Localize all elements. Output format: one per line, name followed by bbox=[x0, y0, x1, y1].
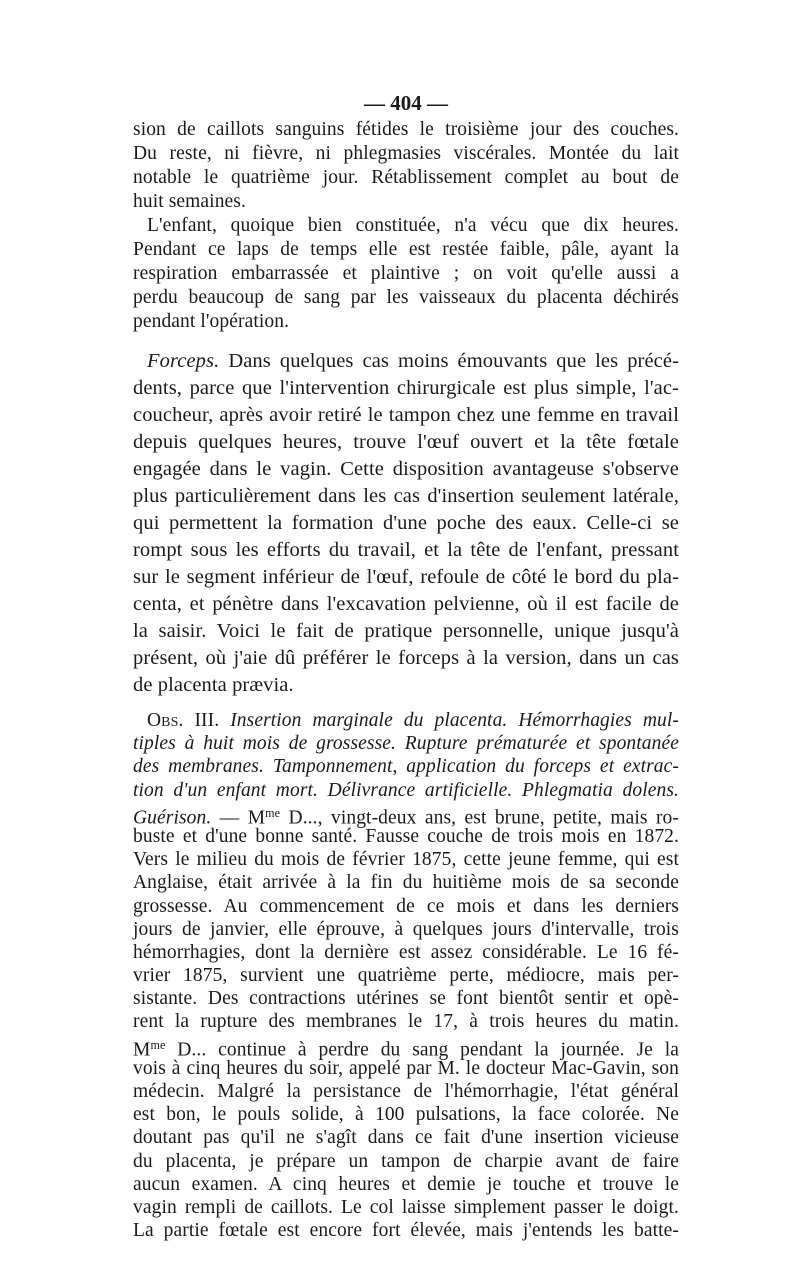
text-line: La partie fœtale est encore fort élevée, mais j'entends les batte- bbox=[133, 1220, 679, 1242]
paragraph-infant bbox=[133, 214, 679, 334]
text-line: respiration embarrassée et plaintive ; on voit qu'elle aussi a bbox=[133, 263, 679, 284]
text-line: Anglaise, était arrivée à la fin du huitième mois de sa seconde bbox=[133, 872, 679, 894]
observation-label: Obs. III. bbox=[147, 710, 220, 731]
superscript: me bbox=[265, 805, 281, 820]
text-line: est bon, le pouls solide, à 100 pulsations, la face colorée. Ne bbox=[133, 1104, 679, 1126]
text-fragment: D... continue à perdre du sang pendant la journée. Je la bbox=[165, 1039, 679, 1061]
observation-title: Guérison. bbox=[133, 807, 212, 829]
observation-title: tiples à huit mois de grossesse. Rupture prématurée et spontanée bbox=[133, 733, 679, 755]
text-line: médecin. Malgré la persistance de l'hémorrhagie, l'état général bbox=[133, 1081, 679, 1102]
text-line: rompt sous les efforts du travail, et la tête de l'enfant, pressant bbox=[133, 539, 679, 561]
text-line bbox=[133, 802, 680, 829]
text-line: plus particulièrement dans les cas d'insertion seulement latérale, bbox=[133, 485, 679, 507]
text-line: présent, où j'aie dû préférer le forceps à la version, dans un cas bbox=[133, 647, 679, 669]
text-line bbox=[133, 732, 679, 755]
text-line: buste et d'une bonne santé. Fausse couche de trois mois en 1872. bbox=[133, 825, 679, 847]
text-line bbox=[133, 755, 679, 778]
text-line bbox=[133, 779, 679, 802]
text-line: Du reste, ni fièvre, ni phlegmasies viscérales. Montée du lait bbox=[133, 143, 679, 164]
text-line: depuis quelques heures, trouve l'œuf ouvert et la tête fœtale bbox=[133, 431, 679, 453]
text-line: perdu beaucoup de sang par les vaisseaux du placenta déchirés bbox=[133, 287, 679, 308]
text-line: engagée dans le vagin. Cette disposition avantageuse s'observe bbox=[133, 458, 679, 480]
paragraph-observation-iii bbox=[133, 709, 679, 1242]
text-line: centa, et pénètre dans l'excavation pelvienne, où il est facile de bbox=[133, 593, 679, 615]
text-line: pendant l'opération. bbox=[133, 311, 290, 332]
text-line: de placenta prævia. bbox=[133, 674, 294, 696]
text-line: vrier 1875, survient une quatrième perte, médiocre, mais per- bbox=[133, 965, 679, 987]
book-page bbox=[133, 88, 679, 1242]
page-number: — 404 — bbox=[364, 91, 448, 115]
text-line bbox=[133, 709, 679, 732]
text-line: aucun examen. A cinq heures et demie je touche et trouve le bbox=[133, 1173, 679, 1195]
text-line: du placenta, je prépare un tampon de charpie avant de faire bbox=[133, 1150, 679, 1172]
text-line: vois à cinq heures du soir, appelé par M. le docteur Mac-Gavin, son bbox=[133, 1057, 679, 1079]
text-line: notable le quatrième jour. Rétablissement complet au bout de bbox=[133, 167, 679, 188]
observation-title: des membranes. Tamponnement, application du forceps et extrac- bbox=[133, 756, 679, 778]
text-line: dents, parce que l'intervention chirurgicale est plus simple, l'ac- bbox=[133, 377, 679, 399]
text-line: sistante. Des contractions utérines se font bientôt sentir et opè- bbox=[133, 988, 679, 1010]
text-line: qui permettent la formation d'une poche des eaux. Celle-ci se bbox=[133, 512, 679, 534]
paragraph-lochia bbox=[133, 118, 679, 214]
text-line: rent la rupture des membranes le 17, à trois heures du matin. bbox=[133, 1011, 679, 1033]
text-line bbox=[133, 348, 679, 375]
section-heading-forceps: Forceps. bbox=[147, 350, 220, 372]
paragraph-forceps bbox=[133, 348, 679, 699]
text-line: la saisir. Voici le fait de pratique personnelle, unique jusqu'à bbox=[133, 620, 679, 642]
text-line: coucheur, après avoir retiré le tampon chez une femme en travail bbox=[133, 404, 679, 426]
text-fragment: D..., vingt-deux ans, est brune, petite, mais ro- bbox=[280, 807, 680, 829]
text-fragment: — M bbox=[211, 807, 266, 829]
text-line: sion de caillots sanguins fétides le troisième jour des couches. bbox=[133, 119, 679, 140]
text-line: huit semaines. bbox=[133, 191, 246, 212]
text-line: Vers le milieu du mois de février 1875, cette jeune femme, qui est bbox=[133, 849, 679, 871]
observation-title: tion d'un enfant mort. Délivrance artificielle. Phlegmatia dolens. bbox=[133, 779, 679, 801]
text-line: L'enfant, quoique bien constituée, n'a vécu que dix heures. bbox=[147, 215, 679, 236]
text-line: doutant pas qu'il ne s'agît dans ce fait d'une insertion vicieuse bbox=[133, 1127, 679, 1149]
observation-title: Insertion marginale du placenta. Hémorrhagies mul- bbox=[219, 710, 679, 731]
text-line: jours de janvier, elle éprouve, à quelques jours d'intervalle, trois bbox=[133, 918, 679, 940]
text-line: sur le segment inférieur de l'œuf, refoule de côté le bord du pla- bbox=[133, 566, 679, 588]
text-fragment: Dans quelques cas moins émouvants que les précé- bbox=[219, 350, 679, 372]
text-line: grossesse. Au commencement de ce mois et dans les derniers bbox=[133, 895, 679, 917]
text-line bbox=[133, 1034, 679, 1061]
text-line: hémorrhagies, dont la dernière est assez considérable. Le 16 fé- bbox=[133, 941, 679, 963]
text-line: vagin rempli de caillots. Le col laisse simplement passer le doigt. bbox=[133, 1196, 679, 1218]
superscript: me bbox=[150, 1037, 166, 1052]
text-fragment: M bbox=[133, 1039, 151, 1061]
text-line: Pendant ce laps de temps elle est restée faible, pâle, ayant la bbox=[133, 239, 679, 260]
